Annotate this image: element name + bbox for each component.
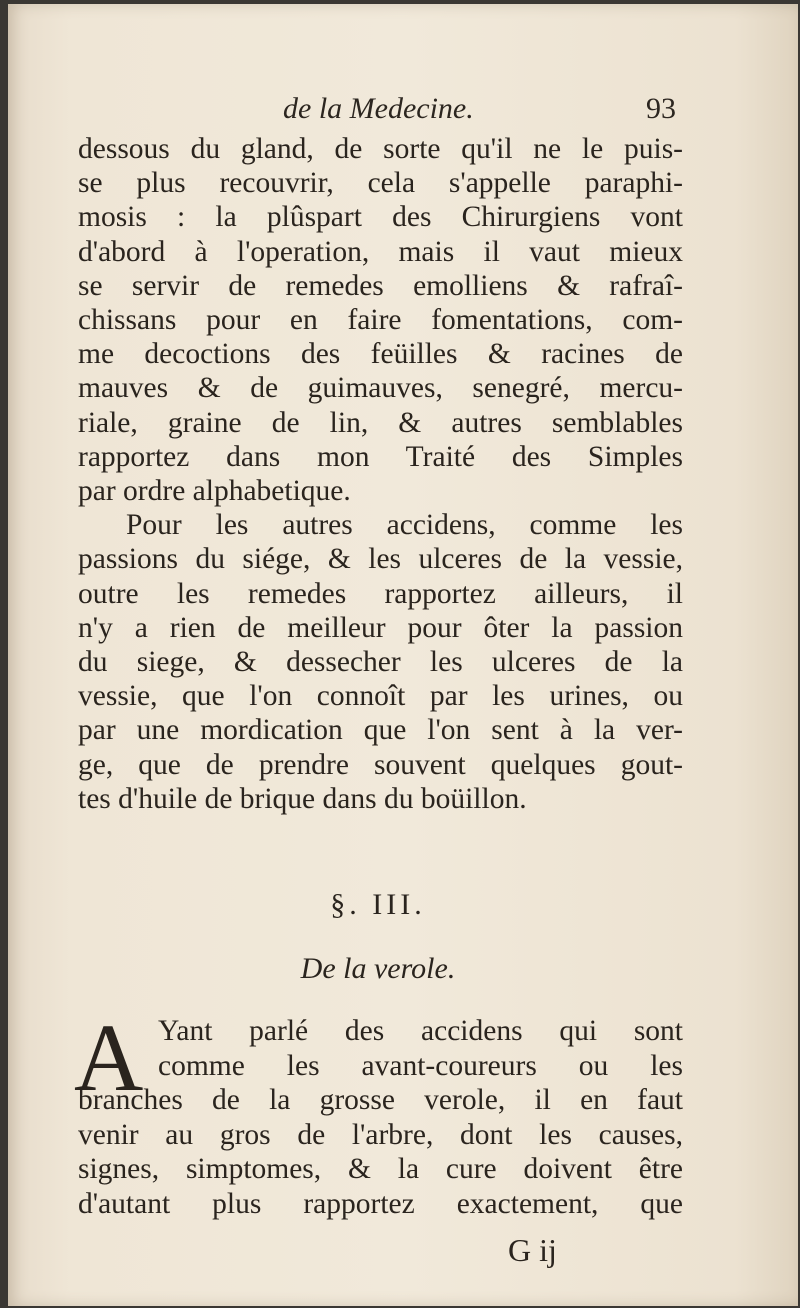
text-line: mosis : la plûspart des Chirurgiens vont	[78, 201, 683, 234]
text-line: du siege, & dessecher les ulceres de la	[78, 646, 683, 679]
text-line: se plus recouvrir, cela s'appelle paraphi-	[78, 167, 683, 200]
text-line: par ordre alphabetique.	[78, 475, 351, 508]
text-line: signes, simptomes, & la cure doivent être	[78, 1153, 683, 1186]
section-number: §. III.	[330, 888, 426, 921]
text-line: Yant parlé des accidens qui sont	[158, 1015, 683, 1047]
text-line: outre les remedes rapportez ailleurs, il	[78, 577, 683, 610]
body-text	[78, 132, 683, 816]
text-line: chissans pour en faire fomentations, com-	[78, 304, 683, 337]
book-page	[8, 4, 798, 1306]
drop-cap: A	[74, 1004, 144, 1111]
text-line: venir au gros de l'arbre, dont les causes,	[78, 1118, 683, 1151]
text-line: mauves & de guimauves, senegré, mercu-	[78, 372, 683, 405]
text-line: d'autant plus rapportez exactement, que	[78, 1187, 683, 1220]
text-line: vessie, que l'on connoît par les urines, ou	[78, 680, 683, 713]
text-line: riale, graine de lin, & autres semblables	[78, 406, 683, 439]
text-line: me decoctions des feüilles & racines de	[78, 338, 683, 371]
running-head	[68, 90, 676, 130]
text-line: n'y a rien de meilleur pour ôter la passion	[78, 611, 683, 644]
text-line: tes d'huile de brique dans du boüillon.	[78, 782, 527, 815]
text-line: rapportez dans mon Traité des Simples	[78, 440, 683, 473]
text-line: branches de la grosse verole, il en faut	[78, 1084, 683, 1117]
section-title: De la verole.	[300, 952, 456, 985]
text-line: comme les avant-coureurs ou les	[158, 1049, 683, 1082]
text-line: ge, que de prendre souvent quelques gout-	[78, 748, 683, 781]
running-title: de la Medecine.	[283, 92, 474, 125]
text-line: Pour les autres accidens, comme les	[126, 509, 683, 542]
text-line: passions du siége, & les ulceres de la vessie,	[78, 543, 683, 576]
text-line: se servir de remedes emolliens & rafraî-	[78, 269, 683, 302]
signature-mark: G ij	[508, 1232, 557, 1268]
page-number: 93	[646, 92, 676, 125]
text-line: dessous du gland, de sorte qu'il ne le puis-	[78, 133, 683, 165]
text-line: par une mordication que l'on sent à la ver-	[78, 714, 683, 747]
text-line: d'abord à l'operation, mais il vaut mieux	[78, 235, 683, 268]
section-paragraph	[74, 1004, 683, 1222]
